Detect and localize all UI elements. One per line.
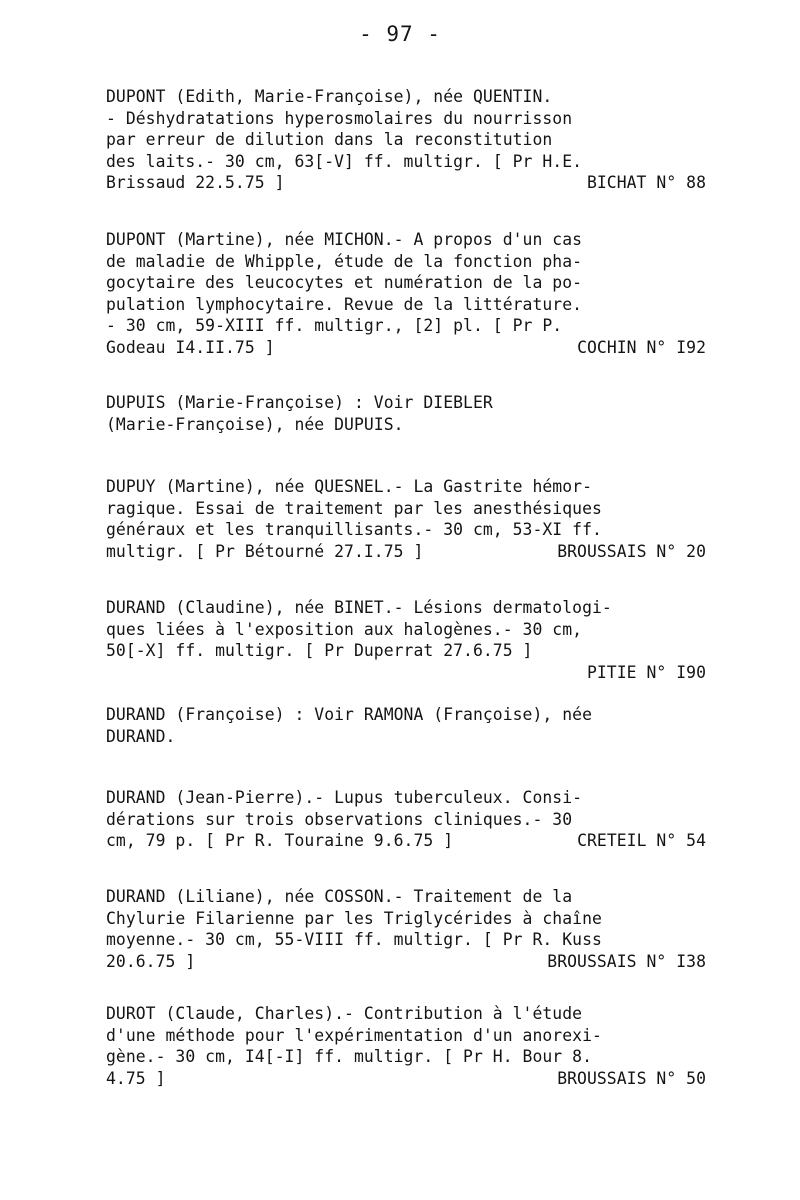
entry-text-line: DUPUIS (Marie-Françoise) : Voir DIEBLER (106, 393, 493, 412)
entry-text-line: ragique. Essai de traitement par les anesthésiques (106, 498, 602, 518)
entry-text-line: gocytaire des leucocytes et numération de la po- (106, 273, 583, 292)
bibliography-entry (106, 476, 706, 562)
entry-text-line: par erreur de dilution dans la reconstitution (106, 130, 553, 149)
entry-last-line (106, 1068, 706, 1090)
bibliography-entry (106, 704, 706, 747)
location-reference: BICHAT N° 88 (586, 173, 706, 192)
entry-text-line: ques liées à l'exposition aux halogènes.- 30 cm, (106, 619, 583, 639)
entry-text-line: - 30 cm, 59-XIII ff. multigr., [2] pl. [ Pr P. (106, 316, 563, 335)
entry-text-line: DUROT (Claude, Charles).- Contribution à l'étude (106, 1004, 583, 1023)
location-reference: BROUSSAIS N° 50 (557, 1068, 706, 1088)
bibliography-entry (106, 86, 706, 194)
location-reference: PITIE N° I90 (586, 662, 706, 682)
entry-text-line: 20.6.75 ] (106, 951, 196, 971)
location-reference: CRETEIL N° 54 (577, 831, 706, 850)
entry-text-line: DURAND (Jean-Pierre).- Lupus tuberculeux. Consi- (106, 788, 583, 807)
entry-text-line: pulation lymphocytaire. Revue de la littérature. (106, 294, 583, 314)
entry-text-line: (Marie-Françoise), née DUPUIS. (106, 414, 404, 434)
entry-text-line: d'une méthode pour l'expérimentation d'un anorexi- (106, 1025, 602, 1045)
bibliography-entry (106, 229, 706, 358)
entry-text-line: 4.75 ] (106, 1068, 166, 1088)
page-number: - 97 - (359, 22, 441, 46)
bibliography-entry (106, 1003, 706, 1089)
bibliography-entry (106, 886, 706, 972)
location-reference: COCHIN N° I92 (577, 337, 706, 357)
entry-last-line (106, 951, 706, 973)
entry-last-line (106, 172, 706, 194)
bibliography-entry (106, 787, 706, 852)
entry-text-line: multigr. [ Pr Bétourné 27.I.75 ] (106, 541, 424, 561)
entry-last-line (106, 830, 706, 852)
entry-text-line: DURAND. (106, 726, 176, 746)
location-reference: BROUSSAIS N° I38 (547, 951, 706, 971)
location-reference: BROUSSAIS N° 20 (557, 541, 706, 561)
bibliography-entry (106, 392, 706, 435)
entry-text-line: Brissaud 22.5.75 ] (106, 173, 285, 192)
entry-text-line: cm, 79 p. [ Pr R. Touraine 9.6.75 ] (106, 831, 454, 850)
entry-text-line: dérations sur trois observations cliniques.- 30 (106, 809, 573, 829)
entry-text-line: DUPONT (Martine), née MICHON.- A propos d'un cas (106, 230, 583, 249)
entry-text-line: des laits.- 30 cm, 63[-V] ff. multigr. [ Pr H.E. (106, 151, 583, 171)
entry-text-line: gène.- 30 cm, I4[-I] ff. multigr. [ Pr H. Bour 8. (106, 1047, 592, 1066)
entry-text-line: DUPUY (Martine), née QUESNEL.- La Gastrite hémor- (106, 477, 592, 496)
entry-text-line: Godeau I4.II.75 ] (106, 337, 275, 357)
entry-text-line: DURAND (Liliane), née COSSON.- Traitement de la (106, 887, 573, 906)
bibliography-entry (106, 597, 706, 683)
entry-text-line: Chylurie Filarienne par les Triglycérides à chaîne (106, 908, 602, 928)
entry-text-line: DURAND (Françoise) : Voir RAMONA (Françoise), née (106, 705, 592, 724)
entry-last-line (106, 337, 706, 359)
entry-last-line (106, 541, 706, 563)
entry-text-line: DURAND (Claudine), née BINET.- Lésions dermatologi- (106, 598, 612, 617)
entry-text-line: DUPONT (Edith, Marie-Françoise), née QUENTIN. (106, 87, 553, 106)
entry-text-line: - Déshydratations hyperosmolaires du nourrisson (106, 108, 573, 128)
entry-text-line: généraux et les tranquillisants.- 30 cm, 53-XI ff. (106, 520, 602, 539)
entry-text-line: de maladie de Whipple, étude de la fonction pha- (106, 251, 583, 271)
entry-text-line: 50[-X] ff. multigr. [ Pr Duperrat 27.6.75 ] (106, 641, 533, 660)
entry-text-line: moyenne.- 30 cm, 55-VIII ff. multigr. [ Pr R. Kuss (106, 930, 602, 949)
